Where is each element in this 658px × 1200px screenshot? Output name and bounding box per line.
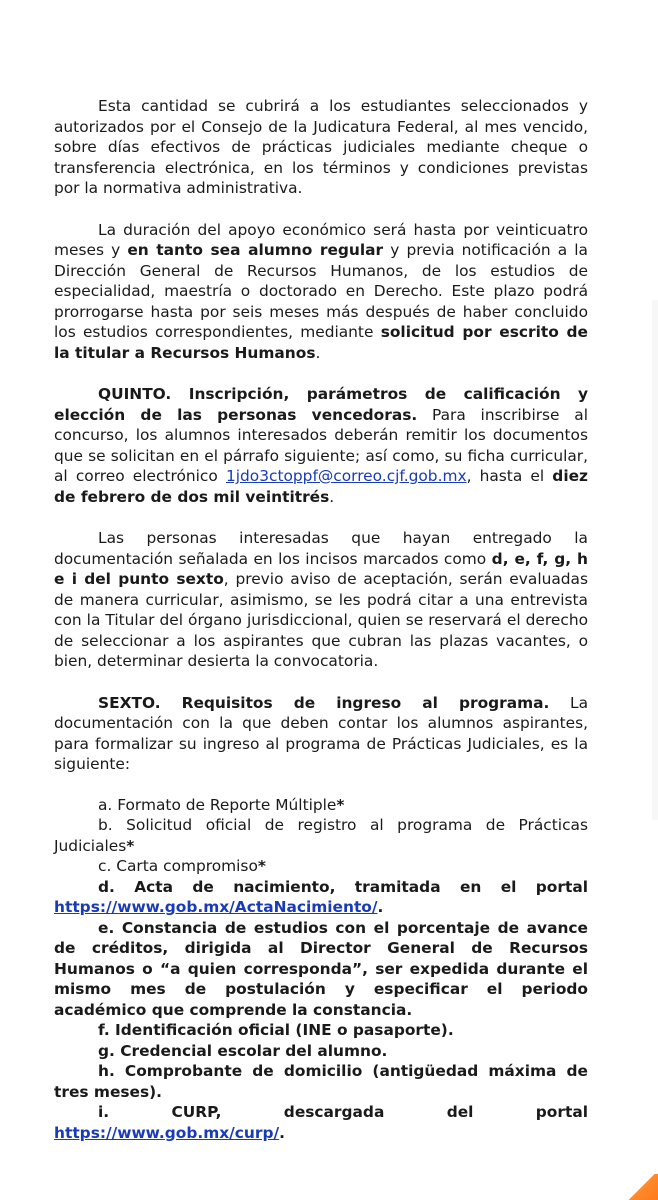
paragraph-duration (54, 220, 588, 364)
section-sexto (54, 693, 588, 775)
item-text: f. Identificación oficial (INE o pasaporte). (98, 1021, 454, 1039)
list-item (54, 1041, 588, 1062)
list-item (54, 1102, 588, 1123)
item-text: i. CURP, descargada del portal (98, 1103, 588, 1121)
section-heading: QUINTO. Inscripción, parámetros de calificación y elección de las personas vencedoras. (54, 385, 588, 424)
section-quinto (54, 384, 588, 507)
text: , hasta el (466, 467, 553, 485)
text: . (329, 487, 335, 506)
list-item (54, 918, 588, 1021)
item-text: . (279, 1123, 285, 1142)
asterisk: * (336, 795, 345, 814)
page-edge-shadow (652, 300, 658, 820)
paragraph-evaluation (54, 528, 588, 672)
item-text: c. Carta compromiso (98, 857, 258, 875)
requirements-list (54, 795, 588, 1144)
text: , previo aviso de aceptación, serán evaluadas de manera curricular, asimismo, se les podrá citar a una entrevista con la Titular del órgano jurisdiccional, quien se reservará el derecho de seleccionar a los aspirantes que cubran las plazas vacantes, o bien, determinar desierta la convocatoria. (54, 570, 588, 670)
item-text: e. Constancia de estudios con el porcentaje de avance de créditos, dirigida al Director General de Recursos Humanos o “a quien corresponda”, ser expedida durante el mismo mes de postulación y especificar el periodo académico que comprende la constancia. (54, 918, 588, 1019)
item-text: d. Acta de nacimiento, tramitada en el portal (98, 877, 588, 896)
list-item (54, 1061, 588, 1102)
text: y previa notificación a la Dirección General de Recursos Humanos, de los estudios de especialidad, maestría o doctorado en Derecho. Este plazo podrá prorrogarse hasta por seis meses más después de haber concluido los estudios correspondientes, mediante (54, 241, 588, 341)
text: La duración del apoyo económico será hasta por veinticuatro meses y (54, 220, 588, 259)
text: Para inscribirse al concurso, los alumnos interesados deberán remitir los documentos que se solicitan en el párrafo siguiente; así como, su ficha curricular, al correo electrónico (54, 405, 588, 485)
emphasis: d, e, f, g, h e i del punto sexto (54, 549, 588, 588)
emphasis: en tanto sea alumno regular (127, 241, 384, 259)
paragraph-payment: Esta cantidad se cubrirá a los estudiantes seleccionados y autorizados por el Consejo de la Judicatura Federal, al mes vencido, sobre días efectivos de prácticas judiciales mediante cheque o transferencia electrónica, en los términos y condiciones previstas por la normativa administrativa. (54, 97, 588, 197)
item-text: b. Solicitud oficial de registro al programa de Prácticas Judiciales (54, 816, 588, 855)
item-text: . (377, 898, 384, 916)
document-page (54, 96, 588, 1143)
deadline: diez de febrero de dos mil veintitrés (54, 467, 588, 506)
asterisk: * (257, 857, 266, 875)
section-heading: SEXTO. Requisitos de ingreso al programa. (98, 693, 550, 712)
corner-accent (618, 1174, 658, 1200)
text: Las personas interesadas que hayan entregado la documentación señalada en los incisos marcados como (54, 529, 588, 568)
email-link[interactable]: 1jdo3ctoppf@correo.cjf.gob.mx (225, 467, 467, 485)
text: La documentación con la que deben contar los alumnos aspirantes, para formalizar su ingreso al programa de Prácticas Judiciales, es la siguiente: (54, 693, 589, 773)
asterisk: * (126, 836, 135, 855)
list-item (54, 856, 588, 877)
list-item (54, 1020, 588, 1041)
list-item (54, 815, 588, 856)
list-item (54, 795, 588, 816)
item-text: h. Comprobante de domicilio (antigüedad máxima de tres meses). (54, 1062, 588, 1101)
acta-nacimiento-link[interactable]: https://www.gob.mx/ActaNacimiento/ (54, 898, 378, 916)
curp-link[interactable]: https://www.gob.mx/curp/ (54, 1123, 280, 1142)
item-text: g. Credencial escolar del alumno. (98, 1041, 388, 1060)
text: . (315, 343, 321, 362)
list-item-continuation (54, 1123, 588, 1144)
list-item (54, 877, 588, 918)
item-text: a. Formato de Reporte Múltiple (98, 795, 337, 814)
emphasis: solicitud por escrito de la titular a Recursos Humanos (54, 323, 588, 362)
